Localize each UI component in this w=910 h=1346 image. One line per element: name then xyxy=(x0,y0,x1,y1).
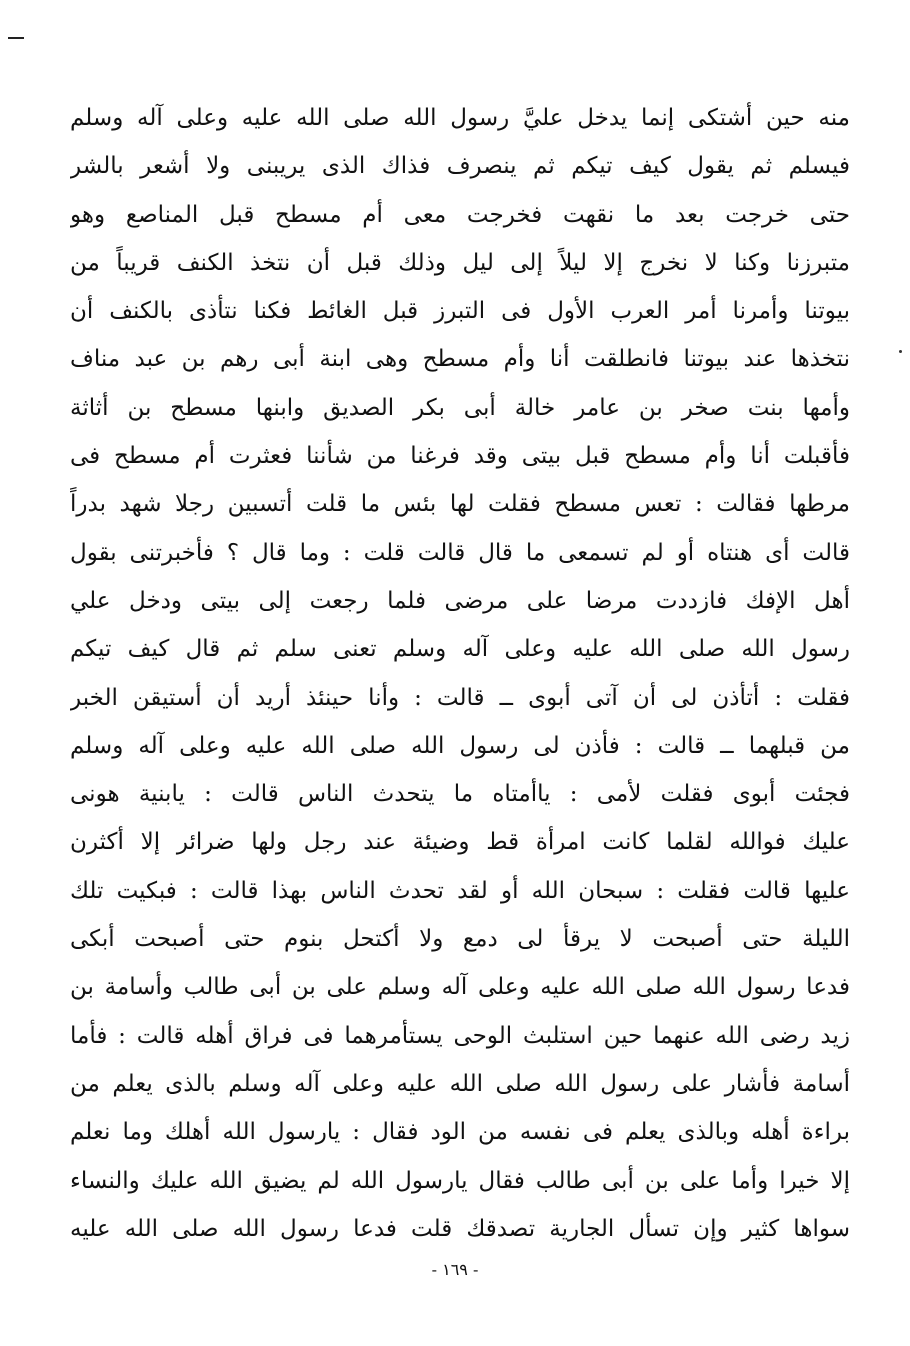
text-line: فقلت : أتأذن لى أن آتى أبوى ــ قالت : وأنا حينئذ أريد أن أستيقن الخبر xyxy=(70,684,850,711)
scan-mark xyxy=(8,37,24,39)
text-line: قالت أى هنتاه أو لم تسمعى ما قال قالت قلت : وما قال ؟ فأخبرتنى بقول xyxy=(70,539,850,566)
text-line: إلا خيرا وأما على بن أبى طالب فقال يارسول الله لم يضيق الله عليك والنساء xyxy=(70,1167,850,1194)
text-line: مرطها فقالت : تعس مسطح فقلت لها بئس ما قلت أتسبين رجلا شهد بدراً xyxy=(70,491,850,518)
text-line: سواها كثير وإن تسأل الجارية تصدقك قلت فدعا رسول الله صلى الله عليه xyxy=(70,1215,850,1242)
text-line: وأمها بنت صخر بن عامر خالة أبى بكر الصديق وابنها مسطح بن أثاثة xyxy=(70,394,850,421)
text-line: بيوتنا وأمرنا أمر العرب الأول فى التبرز قبل الغائط فكنا نتأذى بالكنف أن xyxy=(70,298,850,325)
page-number: - ١٦٩ - xyxy=(431,1260,479,1279)
text-line: فأقبلت أنا وأم مسطح قبل بيتى وقد فرغنا من شأننا فعثرت أم مسطح فى xyxy=(70,443,850,470)
text-line: متبرزنا وكنا لا نخرج إلا ليلاً إلى ليل وذلك قبل أن نتخذ الكنف قريباً من xyxy=(70,249,850,276)
text-line: منه حين أشتكى إنما يدخل عليَّ رسول الله صلى الله عليه وعلى آله وسلم xyxy=(70,105,850,131)
text-line: عليك فوالله لقلما كانت امرأة قط وضيئة عند رجل ولها ضرائر إلا أكثرن xyxy=(70,829,850,856)
text-line: عليها قالت فقلت : سبحان الله أو لقد تحدث الناس بهذا قالت : فبكيت تلك xyxy=(70,877,850,904)
scan-speck xyxy=(899,350,902,353)
text-line: فدعا رسول الله صلى الله عليه وعلى آله وسلم على بن أبى طالب وأسامة بن xyxy=(70,974,850,1001)
text-line: من قبلهما ــ قالت : فأذن لى رسول الله صلى الله عليه وعلى آله وسلم xyxy=(70,732,850,759)
text-line: أسامة فأشار على رسول الله صلى الله عليه وعلى آله وسلم بالذى يعلم من xyxy=(70,1070,850,1097)
text-line: فجئت أبوى فقلت لأمى : ياأمتاه ما يتحدث الناس قالت : يابنية هونى xyxy=(70,781,850,808)
text-line: رسول الله صلى الله عليه وعلى آله وسلم تعنى سلم ثم قال كيف تيكم xyxy=(70,636,850,663)
text-line: حتى خرجت بعد ما نقهت فخرجت معى أم مسطح قبل المناصع وهو xyxy=(70,201,850,228)
page-body-text xyxy=(70,94,850,1253)
text-line: نتخذها عند بيوتنا فانطلقت أنا وأم مسطح وهى ابنة أبى رهم بن عبد مناف xyxy=(70,346,850,373)
text-line: زيد رضى الله عنهما حين استلبث الوحى يستأمرهما فى فراق أهله قالت : فأما xyxy=(70,1022,850,1049)
text-line: أهل الإفك فازددت مرضا على مرضى فلما رجعت إلى بيتى ودخل علي xyxy=(70,587,850,614)
text-line: الليلة حتى أصبحت لا يرقأ لى دمع ولا أكتحل بنوم حتى أصبحت أبكى xyxy=(70,926,850,953)
text-line: براءة أهله وبالذى يعلم فى نفسه من الود فقال : يارسول الله أهلك وما نعلم xyxy=(70,1119,850,1146)
text-line: فيسلم ثم يقول كيف تيكم ثم ينصرف فذاك الذى يريبنى ولا أشعر بالشر xyxy=(70,153,850,180)
